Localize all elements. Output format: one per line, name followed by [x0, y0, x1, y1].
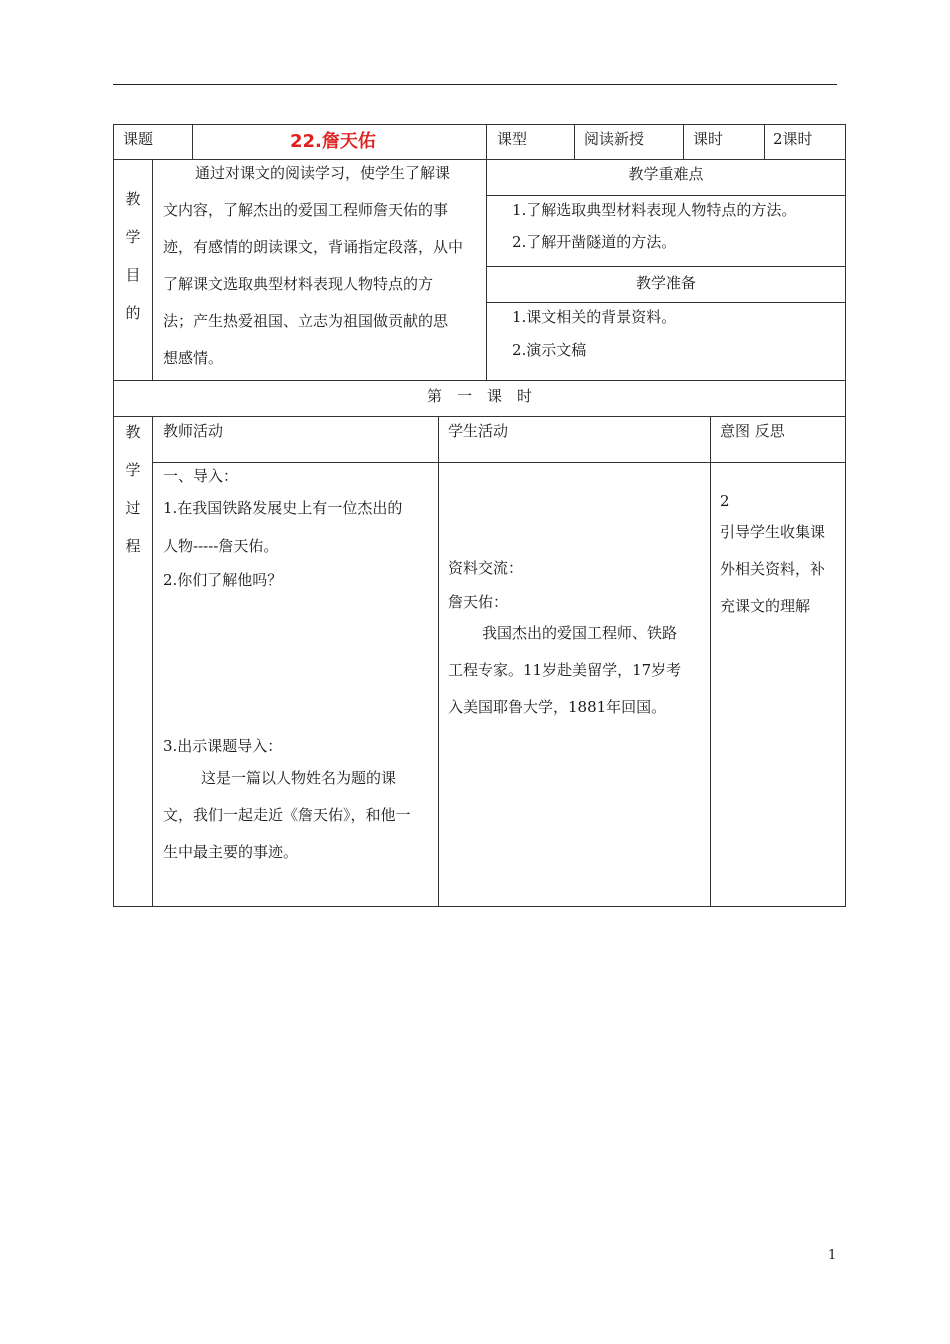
teacher-item-3-text: 这是一篇以人物姓名为题的课 文，我们一起走近《詹天佑》，和他一 生中最主要的事迹。	[163, 769, 411, 861]
teacher-intro: 一、导入：	[163, 467, 239, 485]
key-points-heading: 教学重难点	[628, 165, 704, 183]
col-intent-reflection: 意图 反思	[720, 422, 785, 440]
col-divider	[683, 124, 684, 159]
type-value: 阅读新授	[584, 130, 645, 148]
label-hours: 课时	[693, 130, 724, 148]
col-divider	[438, 416, 439, 907]
col-divider	[574, 124, 575, 159]
col-divider	[710, 416, 711, 907]
objective-label: 教 学 目 的	[125, 190, 141, 322]
preparation-item-2: 2.演示文稿	[512, 341, 587, 359]
objective-text: 通过对课文的阅读学习，使学生了解课 文内容，了解杰出的爱国工程师詹天佑的事 迹，有感情的朗读课文，背诵指定段落，从中 了解课文选取典型材料表现人物特点的方 法；产生热爱祖国、立志为祖国做贡献的思 想感情。	[163, 164, 464, 367]
student-text: 我国杰出的爱国工程师、铁路 工程专家。11岁赴美留学，17岁考 入美国耶鲁大学，1881年回国。	[448, 624, 682, 716]
preparation-item-1: 1.课文相关的背景资料。	[512, 308, 677, 326]
col-teacher-activity: 教师活动	[163, 422, 224, 440]
lesson-heading: 第 一 课 时	[426, 387, 532, 405]
col-student-activity: 学生活动	[448, 422, 509, 440]
intent-text: 引导学生收集课 外相关资料，补 充课文的理解	[720, 523, 826, 615]
key-point-2: 2.了解开凿隧道的方法。	[512, 233, 677, 251]
teacher-item-2: 2.你们了解他吗？	[163, 571, 283, 589]
page-number: 1	[828, 1248, 837, 1263]
col-divider	[192, 124, 193, 159]
teacher-item-1-line-1: 1.在我国铁路发展史上有一位杰出的	[163, 499, 403, 517]
student-exchange: 资料交流：	[448, 559, 524, 577]
process-label: 教 学 过 程	[125, 423, 141, 555]
teacher-item-3: 3.出示课题导入：	[163, 737, 283, 755]
lesson-title: 22.詹天佑	[290, 131, 376, 152]
row-divider	[486, 195, 846, 196]
col-divider	[486, 124, 487, 380]
col-divider	[152, 416, 153, 907]
teacher-item-1-line-2: 人物-----詹天佑。	[163, 537, 279, 555]
row-divider	[486, 266, 846, 267]
row-divider	[152, 462, 846, 463]
preparation-heading: 教学准备	[635, 274, 696, 292]
intent-number: 2	[720, 492, 730, 510]
hours-value: 2课时	[773, 130, 813, 148]
row-divider	[113, 380, 846, 381]
label-title: 课题	[123, 130, 154, 148]
col-divider	[764, 124, 765, 159]
key-point-1: 1.了解选取典型材料表现人物特点的方法。	[512, 201, 797, 219]
row-divider	[113, 416, 846, 417]
col-divider	[152, 159, 153, 380]
label-type: 课型	[497, 130, 528, 148]
header-rule	[113, 84, 837, 85]
row-divider	[486, 302, 846, 303]
student-name: 詹天佑：	[448, 593, 509, 611]
